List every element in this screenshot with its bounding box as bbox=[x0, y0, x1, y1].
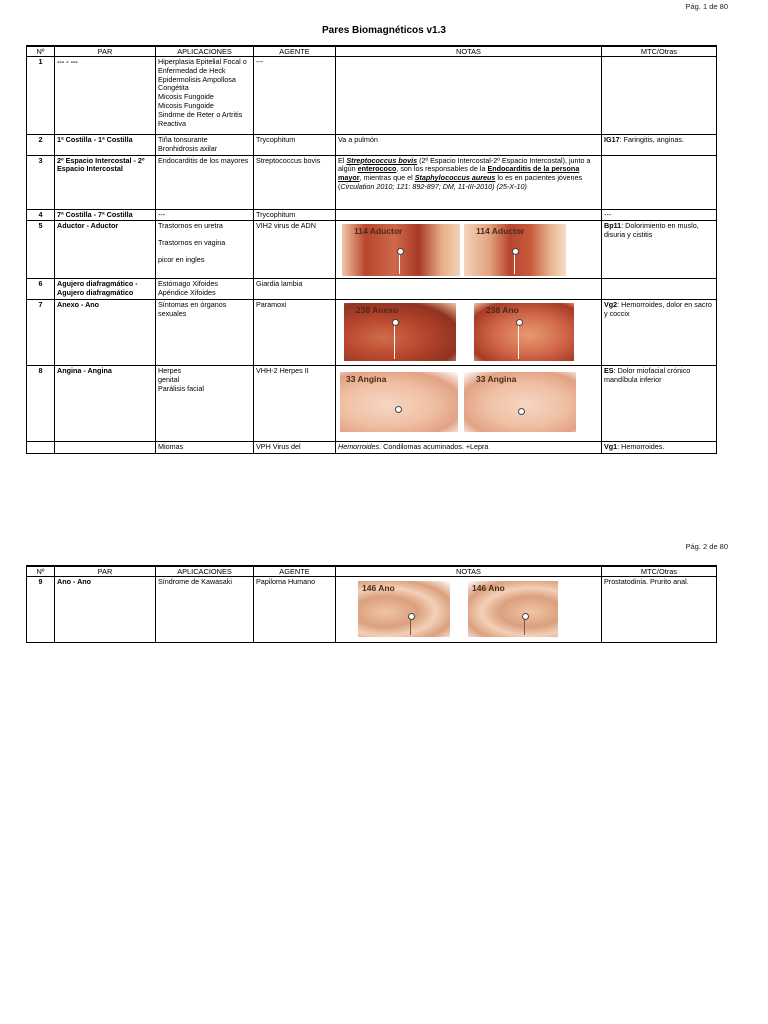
photo-label: 146 Ano bbox=[362, 583, 395, 594]
photo-label: 33 Angina bbox=[346, 373, 387, 384]
agente-cell: Streptococcus bovis bbox=[254, 155, 336, 209]
par-name: Angina - Angina bbox=[55, 365, 156, 441]
mtc-cell bbox=[602, 441, 717, 453]
aplicacion-item: Endocarditis de los mayores bbox=[158, 155, 249, 165]
notas-cell bbox=[336, 365, 602, 441]
agente-cell: Trycophitum bbox=[254, 209, 336, 221]
pairs-table-page-1 bbox=[26, 45, 717, 454]
agente-cell: Trycophitum bbox=[254, 135, 336, 156]
aplicacion-item: Parálisis facial bbox=[158, 383, 204, 393]
aplicaciones-cell bbox=[156, 135, 254, 156]
par-name: 2º Espacio Intercostal - 2º Espacio Intercostal bbox=[55, 155, 156, 209]
header-notas: NOTAS bbox=[336, 566, 602, 577]
row-number: 1 bbox=[27, 57, 55, 135]
agente-cell: VIH2 virus de ADN bbox=[254, 221, 336, 279]
aplicaciones-cell bbox=[156, 221, 254, 279]
agente-cell: VPH Virus del bbox=[254, 441, 336, 453]
mtc-cell bbox=[602, 221, 717, 279]
mtc-cell bbox=[602, 57, 717, 135]
row-number: 6 bbox=[27, 279, 55, 300]
notas-cell bbox=[336, 279, 602, 300]
par-name bbox=[55, 441, 156, 453]
point-marker bbox=[518, 408, 525, 415]
aplicacion-item: Hiperplasia Epitelial Focal o Enfermedad de Heck bbox=[158, 57, 247, 75]
aplicacion-item: Micosis Fungoide bbox=[158, 100, 214, 110]
anatomy-photo-right bbox=[464, 224, 566, 276]
header-agente: AGENTE bbox=[254, 46, 336, 57]
aplicacion-item: Trastornos en vagina bbox=[158, 238, 226, 248]
notas-text: . Condilomas acuminados. +Lepra bbox=[379, 441, 489, 451]
header-par: PAR bbox=[55, 46, 156, 57]
mtc-cell bbox=[602, 155, 717, 209]
table-row bbox=[27, 209, 717, 221]
par-name: 1ª Costilla - 1ª Costilla bbox=[55, 135, 156, 156]
aplicaciones-cell: Miomas bbox=[156, 441, 254, 453]
table-row bbox=[27, 57, 717, 135]
mtc-cell: --- bbox=[602, 209, 717, 221]
anatomy-photo-left bbox=[358, 581, 450, 637]
pointer-line bbox=[394, 323, 395, 359]
notas-cell: Va a pulmón bbox=[336, 135, 602, 156]
notas-text: El bbox=[338, 155, 347, 165]
mtc-text: : Dolorimiento en muslo, disuria y cistitis bbox=[604, 221, 699, 240]
par-name: --- - --- bbox=[55, 57, 156, 135]
header-par: PAR bbox=[55, 566, 156, 577]
table-row bbox=[27, 221, 717, 279]
aplicacion-item: picor en ingles bbox=[158, 254, 205, 264]
agente-cell: Giardia lambia bbox=[254, 279, 336, 300]
agente-cell: VHH-2 Herpes II bbox=[254, 365, 336, 441]
notas-text: , mientras que el bbox=[359, 173, 415, 183]
aplicaciones-cell bbox=[156, 155, 254, 209]
par-name: Ano - Ano bbox=[55, 577, 156, 643]
anatomy-photo-right bbox=[474, 303, 574, 361]
header-num: Nº bbox=[27, 566, 55, 577]
header-aplicaciones: APLICACIONES bbox=[156, 566, 254, 577]
point-marker bbox=[392, 319, 399, 326]
aplicacion-item: Bronhidrosis axilar bbox=[158, 143, 218, 153]
par-name: Agujero diafragmático - Agujero diafragmático bbox=[55, 279, 156, 300]
table-header-row bbox=[27, 566, 717, 577]
table-row-partial bbox=[27, 441, 717, 453]
table-row bbox=[27, 365, 717, 441]
photo-label: 146 Ano bbox=[472, 583, 505, 594]
aplicacion-item: Trastornos en uretra bbox=[158, 221, 223, 231]
header-aplicaciones: APLICACIONES bbox=[156, 46, 254, 57]
notas-species: Streptococcus bovis bbox=[346, 155, 418, 165]
header-agente: AGENTE bbox=[254, 566, 336, 577]
aplicaciones-cell bbox=[156, 57, 254, 135]
photo-pair bbox=[336, 577, 601, 642]
mtc-text: : Hemorroides. bbox=[617, 441, 665, 451]
notas-text: , son los responsables de la bbox=[396, 164, 488, 174]
aplicaciones-cell bbox=[156, 299, 254, 365]
aplicacion-item: Micosis Fungoide bbox=[158, 92, 214, 102]
agente-cell: Paramoxi bbox=[254, 299, 336, 365]
mtc-point: Bp11 bbox=[604, 221, 622, 231]
notas-cell bbox=[336, 209, 602, 221]
mtc-cell bbox=[602, 365, 717, 441]
photo-pair bbox=[336, 366, 601, 441]
mtc-point: Vg1 bbox=[604, 441, 618, 451]
pointer-line bbox=[399, 252, 400, 274]
face-photo-right bbox=[464, 372, 576, 432]
par-name: Anexo - Ano bbox=[55, 299, 156, 365]
aplicacion-item: Sindrme de Reter o Artritis Reactiva bbox=[158, 109, 243, 128]
aplicacion-item: genital bbox=[158, 374, 180, 384]
anatomy-photo-left bbox=[342, 224, 460, 276]
notas-text: lo es en pacientes jóvenes ( bbox=[338, 173, 583, 191]
mtc-cell: Prostatodinia. Prurito anal. bbox=[602, 577, 717, 643]
photo-pair bbox=[336, 221, 601, 278]
agente-cell: --- bbox=[254, 57, 336, 135]
photo-label: 238 Ano bbox=[486, 304, 519, 315]
mtc-point: Vg2 bbox=[604, 299, 618, 309]
agente-cell: Papiloma Humano bbox=[254, 577, 336, 643]
table-row bbox=[27, 299, 717, 365]
point-marker bbox=[408, 613, 415, 620]
aplicacion-item: Herpes bbox=[158, 365, 182, 375]
row-number: 3 bbox=[27, 155, 55, 209]
mtc-text: : Faringitis, anginas. bbox=[619, 135, 684, 145]
notas-term: Endocarditis de la persona mayor bbox=[338, 164, 580, 183]
par-name: 7ª Costilla - 7ª Costilla bbox=[55, 209, 156, 221]
notas-term: Hemorroides bbox=[338, 441, 380, 451]
notas-term: enterococo bbox=[357, 164, 397, 174]
point-marker bbox=[397, 248, 404, 255]
table-row bbox=[27, 279, 717, 300]
row-number: 7 bbox=[27, 299, 55, 365]
photo-label: 33 Angina bbox=[476, 373, 517, 384]
face-photo-left bbox=[340, 372, 458, 432]
mtc-text: : Hemorroides, dolor en sacro y coccix bbox=[604, 299, 712, 318]
notas-cell bbox=[336, 155, 602, 209]
anatomy-photo-left bbox=[344, 303, 456, 361]
pairs-table-page-2 bbox=[26, 565, 717, 643]
aplicaciones-cell: --- bbox=[156, 209, 254, 221]
aplicacion-item: Apéndice Xifoides bbox=[158, 288, 216, 298]
point-marker bbox=[395, 406, 402, 413]
mtc-point: ES bbox=[604, 365, 614, 375]
table-row bbox=[27, 577, 717, 643]
notas-cell bbox=[336, 299, 602, 365]
row-number: 4 bbox=[27, 209, 55, 221]
header-mtc: MTC/Otras bbox=[602, 566, 717, 577]
aplicacion-item: Síndrome de Kawasaki bbox=[158, 577, 232, 587]
anatomy-photo-right bbox=[468, 581, 558, 637]
mtc-text: : Dolor miofacial crónico mandíbula inferior bbox=[604, 365, 691, 384]
aplicaciones-cell bbox=[156, 279, 254, 300]
notas-cell bbox=[336, 221, 602, 279]
notas-cell bbox=[336, 57, 602, 135]
header-num: Nº bbox=[27, 46, 55, 57]
notas-text: (2º Espacio Intercostal-2º Espacio Intercostal), junto a algún bbox=[338, 155, 591, 174]
document-title: Pares Biomagnéticos v1.3 bbox=[322, 25, 446, 36]
notas-cell bbox=[336, 577, 602, 643]
aplicacion-item: Síntomas en órganos sexuales bbox=[158, 299, 227, 318]
pointer-line bbox=[514, 252, 515, 274]
row-number: 9 bbox=[27, 577, 55, 643]
point-marker bbox=[522, 613, 529, 620]
page-number: Pág. 1 de 80 bbox=[685, 2, 728, 11]
table-header-row bbox=[27, 46, 717, 57]
photo-pair bbox=[336, 300, 601, 365]
table-row bbox=[27, 135, 717, 156]
aplicacion-item: Tiña tonsurante bbox=[158, 135, 208, 145]
photo-label: 238 Anexo bbox=[356, 304, 399, 315]
row-number: 8 bbox=[27, 365, 55, 441]
notas-citation: Circulation 2010; 121: 892-897; DM, 11-III-2010) (25-X-10) bbox=[340, 181, 527, 191]
header-notas: NOTAS bbox=[336, 46, 602, 57]
row-number bbox=[27, 441, 55, 453]
notas-species: Staphylococcus aureus bbox=[414, 173, 496, 183]
point-marker bbox=[512, 248, 519, 255]
page-number: Pág. 2 de 80 bbox=[685, 542, 728, 551]
mtc-cell bbox=[602, 279, 717, 300]
photo-label: 114 Aductor bbox=[354, 226, 403, 237]
mtc-point: IG17 bbox=[604, 135, 620, 145]
row-number: 5 bbox=[27, 221, 55, 279]
row-number: 2 bbox=[27, 135, 55, 156]
aplicacion-item: Epidermolisis Ampollosa Congétita bbox=[158, 74, 236, 93]
point-marker bbox=[516, 319, 523, 326]
pointer-line bbox=[518, 323, 519, 359]
mtc-cell bbox=[602, 299, 717, 365]
par-name: Aductor - Aductor bbox=[55, 221, 156, 279]
mtc-cell bbox=[602, 135, 717, 156]
aplicaciones-cell bbox=[156, 577, 254, 643]
aplicaciones-cell bbox=[156, 365, 254, 441]
notas-cell bbox=[336, 441, 602, 453]
table-row bbox=[27, 155, 717, 209]
header-mtc: MTC/Otras bbox=[602, 46, 717, 57]
photo-label: 114 Aductor bbox=[476, 226, 525, 237]
aplicacion-item: Estómago Xifoides bbox=[158, 279, 218, 289]
